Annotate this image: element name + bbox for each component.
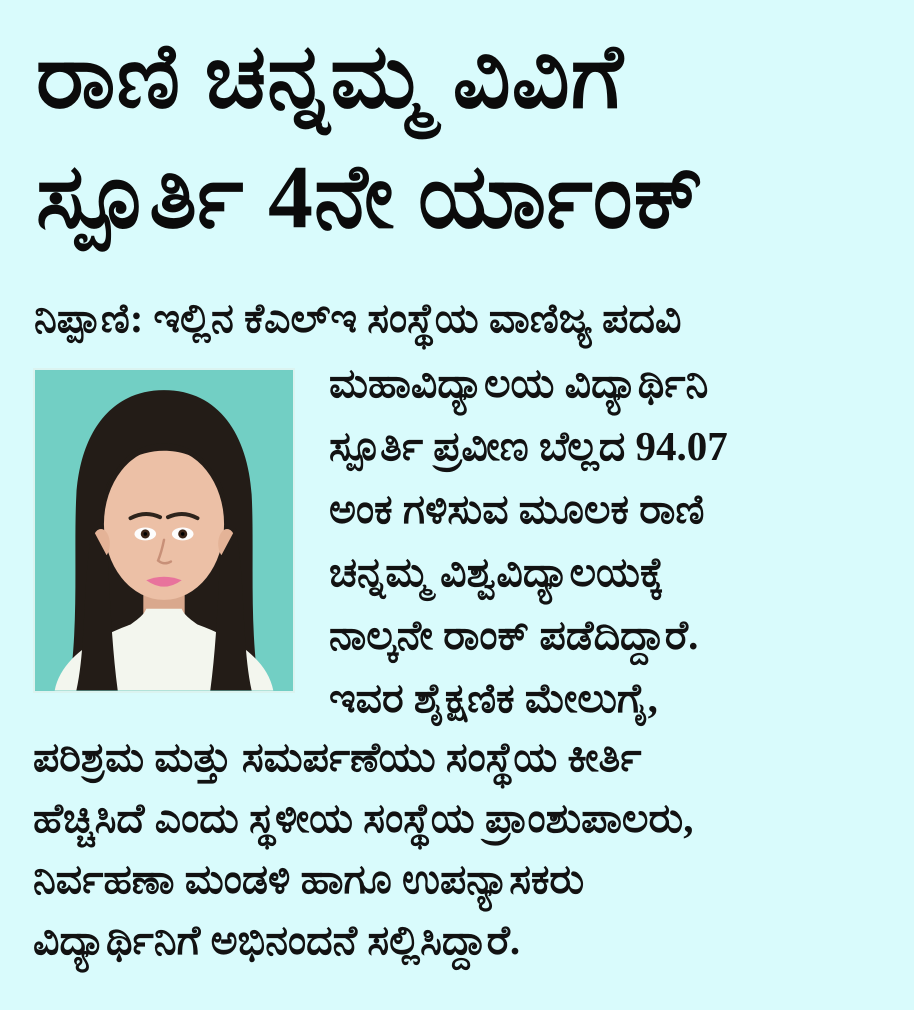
body-line: ವಿದ್ಯಾರ್ಥಿನಿಗೆ ಅಭಿನಂದನೆ ಸಲ್ಲಿಸಿದ್ದಾರೆ.: [33, 917, 521, 963]
body-line: ಚನ್ನಮ್ಮ ವಿಶ್ವವಿದ್ಯಾಲಯಕ್ಕೆ: [329, 549, 664, 595]
student-portrait-illustration: [35, 370, 293, 691]
body-line: ಪರಿಶ್ರಮ ಮತ್ತು ಸಮರ್ಪಣೆಯು ಸಂಸ್ಥೆಯ ಕೀರ್ತಿ: [33, 734, 642, 780]
body-line: ನಿರ್ವಹಣಾ ಮಂಡಳಿ ಹಾಗೂ ಉಪನ್ಯಾಸಕರು: [33, 856, 585, 902]
body-line: ಹೆಚ್ಚಿಸಿದೆ ಎಂದು ಸ್ಥಳೀಯ ಸಂಸ್ಥೆಯ ಪ್ರಾಂಶುಪಾಲರು,: [33, 795, 694, 841]
body-column-beside-photo: [329, 352, 728, 730]
body-line: ಇವರ ಶೈಕ್ಷಣಿಕ ಮೇಲುಗೈ,: [329, 675, 658, 721]
headline-line-2: ಸ್ಪೂರ್ತಿ 4ನೇ ರ್ಯಾಂಕ್: [36, 147, 705, 247]
body-line: ಸ್ಪೂರ್ತಿ ಪ್ರವೀಣ ಬೆಲ್ಲದ 94.07: [329, 423, 728, 469]
body-line: ಅಂಕ ಗಳಿಸುವ ಮೂಲಕ ರಾಣಿ: [329, 486, 705, 532]
dateline: ನಿಪ್ಪಾಣಿ:: [34, 295, 144, 341]
body-line: ನಾಲ್ಕನೇ ರಾಂಕ್ ಪಡೆದಿದ್ದಾರೆ.: [329, 612, 699, 658]
lead-line: [34, 288, 681, 348]
body-column-full-width: [33, 727, 693, 971]
lead-text: ಇಲ್ಲಿನ ಕೆಎಲ್‌ಇ ಸಂಸ್ಥೆಯ ವಾಣಿಜ್ಯ ಪದವಿ: [153, 295, 682, 341]
headline-line-1: ರಾಣಿ ಚನ್ನಮ್ಮ ವಿವಿಗೆ: [36, 28, 624, 127]
body-line: ಮಹಾವಿದ್ಯಾಲಯ ವಿದ್ಯಾರ್ಥಿನಿ: [329, 360, 709, 406]
student-photo: [33, 368, 295, 693]
headline: [36, 18, 704, 257]
